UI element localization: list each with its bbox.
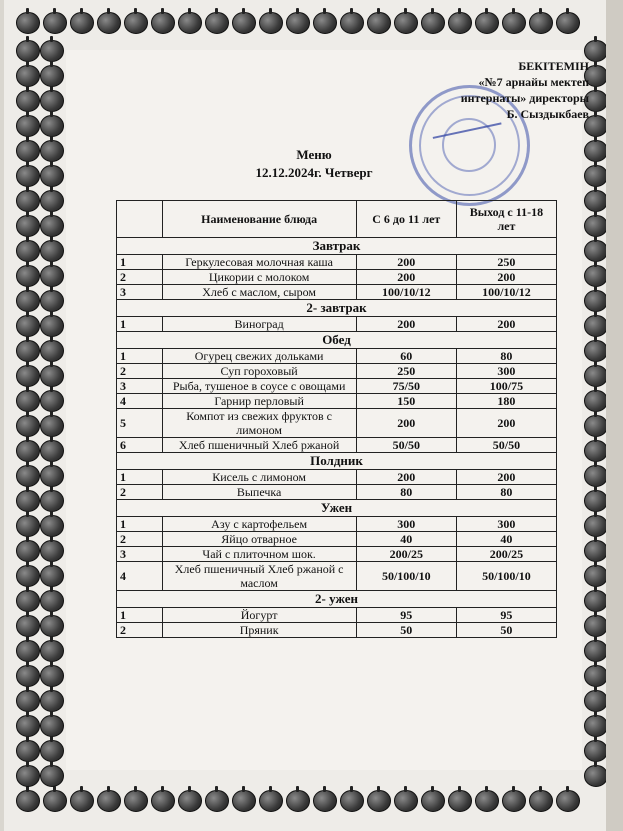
apple-icon <box>40 40 64 62</box>
row-number: 1 <box>117 517 163 532</box>
row-number: 2 <box>117 623 163 638</box>
dish-name: Йогурт <box>162 608 356 623</box>
portion-11-18: 200 <box>456 270 556 285</box>
apple-icon <box>313 12 337 34</box>
background-edge <box>606 0 623 831</box>
apple-icon <box>584 440 608 462</box>
table-row <box>117 349 557 364</box>
portion-6-11: 50 <box>356 623 456 638</box>
apple-icon <box>584 340 608 362</box>
apple-icon <box>16 765 40 787</box>
apple-icon <box>40 90 64 112</box>
portion-11-18: 50 <box>456 623 556 638</box>
table-row <box>117 255 557 270</box>
apple-icon <box>97 12 121 34</box>
apple-icon <box>421 12 445 34</box>
portion-11-18: 100/10/12 <box>456 285 556 300</box>
dish-name: Гарнир перловый <box>162 394 356 409</box>
portion-6-11: 95 <box>356 608 456 623</box>
portion-6-11: 60 <box>356 349 456 364</box>
apple-icon <box>584 490 608 512</box>
apple-icon <box>394 790 418 812</box>
apple-icon <box>584 365 608 387</box>
apple-icon <box>584 265 608 287</box>
menu-date: 12.12.2024г. Четверг <box>255 165 373 180</box>
apple-icon <box>16 415 40 437</box>
header-age-11-18: Выход с 11-18 лет <box>456 201 556 238</box>
row-number: 2 <box>117 485 163 500</box>
apple-icon <box>475 790 499 812</box>
apple-icon <box>584 190 608 212</box>
header-dish: Наименование блюда <box>162 201 356 238</box>
apple-icon <box>40 115 64 137</box>
table-header-row <box>117 201 557 238</box>
dish-name: Выпечка <box>162 485 356 500</box>
apple-icon <box>584 590 608 612</box>
portion-6-11: 50/50 <box>356 438 456 453</box>
table-row <box>117 517 557 532</box>
apple-icon <box>40 690 64 712</box>
apple-icon <box>16 490 40 512</box>
table-row <box>117 547 557 562</box>
portion-11-18: 80 <box>456 485 556 500</box>
dish-name: Кисель с лимоном <box>162 470 356 485</box>
apple-icon <box>556 790 580 812</box>
apple-icon <box>205 790 229 812</box>
row-number: 5 <box>117 409 163 438</box>
approval-line-2: «№7 арнайы мектеп <box>478 75 589 89</box>
apple-icon <box>151 12 175 34</box>
apple-icon <box>584 215 608 237</box>
apple-icon <box>584 565 608 587</box>
dish-name: Виноград <box>162 317 356 332</box>
section-row <box>117 500 557 517</box>
portion-11-18: 300 <box>456 364 556 379</box>
apple-icon <box>40 515 64 537</box>
dish-name: Огурец свежих дольками <box>162 349 356 364</box>
portion-11-18: 200 <box>456 317 556 332</box>
row-number: 6 <box>117 438 163 453</box>
apple-icon <box>43 12 67 34</box>
apple-icon <box>40 565 64 587</box>
row-number: 1 <box>117 349 163 364</box>
header-age-6-11: С 6 до 11 лет <box>356 201 456 238</box>
apple-icon <box>286 12 310 34</box>
apple-icon <box>40 165 64 187</box>
apple-icon <box>40 390 64 412</box>
apple-icon <box>40 590 64 612</box>
apple-icon <box>584 315 608 337</box>
portion-6-11: 200 <box>356 270 456 285</box>
apple-icon <box>124 790 148 812</box>
row-number: 2 <box>117 532 163 547</box>
apple-icon <box>584 390 608 412</box>
row-number: 1 <box>117 317 163 332</box>
apple-icon <box>448 790 472 812</box>
portion-11-18: 250 <box>456 255 556 270</box>
apple-icon <box>16 615 40 637</box>
menu-title: Меню <box>296 147 332 162</box>
apple-icon <box>178 790 202 812</box>
apple-icon <box>584 740 608 762</box>
portion-11-18: 180 <box>456 394 556 409</box>
apple-icon <box>584 415 608 437</box>
apple-icon <box>16 40 40 62</box>
apple-icon <box>40 440 64 462</box>
apple-icon <box>259 790 283 812</box>
row-number: 1 <box>117 608 163 623</box>
apple-icon <box>16 190 40 212</box>
apple-icon <box>584 140 608 162</box>
row-number: 4 <box>117 562 163 591</box>
section-row <box>117 453 557 470</box>
apple-icon <box>16 515 40 537</box>
apple-icon <box>475 12 499 34</box>
apple-icon <box>340 12 364 34</box>
table-row <box>117 285 557 300</box>
apple-icon <box>313 790 337 812</box>
apple-icon <box>40 240 64 262</box>
apple-icon <box>178 12 202 34</box>
portion-6-11: 75/50 <box>356 379 456 394</box>
apple-icon <box>16 290 40 312</box>
apple-icon <box>529 790 553 812</box>
dish-name: Суп гороховый <box>162 364 356 379</box>
apple-icon <box>16 140 40 162</box>
apple-icon <box>367 12 391 34</box>
dish-name: Пряник <box>162 623 356 638</box>
section-row <box>117 300 557 317</box>
apple-icon <box>16 165 40 187</box>
portion-6-11: 40 <box>356 532 456 547</box>
apple-icon <box>16 390 40 412</box>
apple-icon <box>16 12 40 34</box>
table-row <box>117 562 557 591</box>
dish-name: Хлеб пшеничный Хлеб ржаной с маслом <box>162 562 356 591</box>
apple-icon <box>40 640 64 662</box>
dish-name: Рыба, тушеное в соусе с овощами <box>162 379 356 394</box>
apple-icon <box>16 715 40 737</box>
row-number: 1 <box>117 255 163 270</box>
apple-icon <box>367 790 391 812</box>
approval-line-1: БЕКІТЕМІН <box>518 59 589 73</box>
apple-icon <box>16 790 40 812</box>
apple-icon <box>16 465 40 487</box>
apple-icon <box>16 665 40 687</box>
apple-icon <box>40 290 64 312</box>
apple-icon <box>421 790 445 812</box>
portion-11-18: 200 <box>456 409 556 438</box>
menu-table <box>116 200 557 638</box>
apple-icon <box>40 765 64 787</box>
portion-11-18: 40 <box>456 532 556 547</box>
portion-11-18: 50/50 <box>456 438 556 453</box>
approval-block <box>429 58 589 122</box>
table-row <box>117 470 557 485</box>
apple-icon <box>286 790 310 812</box>
apple-icon <box>584 240 608 262</box>
row-number: 2 <box>117 364 163 379</box>
apple-icon <box>16 265 40 287</box>
portion-6-11: 200/25 <box>356 547 456 562</box>
dish-name: Чай с плиточном шок. <box>162 547 356 562</box>
dish-name: Яйцо отварное <box>162 532 356 547</box>
apple-icon <box>40 315 64 337</box>
menu-sheet <box>4 0 610 831</box>
dish-name: Геркулесовая молочная каша <box>162 255 356 270</box>
apple-icon <box>16 340 40 362</box>
apple-icon <box>40 215 64 237</box>
section-row <box>117 332 557 349</box>
apple-icon <box>448 12 472 34</box>
apple-icon <box>16 690 40 712</box>
approval-line-4: Б. Сыздыкбаев <box>506 107 589 121</box>
table-row <box>117 409 557 438</box>
section-title: Ужен <box>117 500 557 517</box>
apple-icon <box>16 215 40 237</box>
apple-icon <box>16 90 40 112</box>
apple-icon <box>205 12 229 34</box>
apple-icon <box>584 640 608 662</box>
apple-icon <box>584 715 608 737</box>
apple-icon <box>16 740 40 762</box>
apple-icon <box>124 12 148 34</box>
portion-6-11: 100/10/12 <box>356 285 456 300</box>
row-number: 3 <box>117 379 163 394</box>
table-row <box>117 623 557 638</box>
apple-icon <box>40 715 64 737</box>
menu-title-block <box>154 146 474 182</box>
apple-icon <box>40 465 64 487</box>
apple-icon <box>151 790 175 812</box>
apple-icon <box>40 615 64 637</box>
apple-icon <box>16 590 40 612</box>
apple-icon <box>584 615 608 637</box>
apple-icon <box>70 12 94 34</box>
apple-icon <box>40 365 64 387</box>
table-row <box>117 485 557 500</box>
portion-6-11: 300 <box>356 517 456 532</box>
apple-icon <box>40 740 64 762</box>
row-number: 1 <box>117 470 163 485</box>
apple-icon <box>16 65 40 87</box>
dish-name: Цикории с молоком <box>162 270 356 285</box>
portion-11-18: 300 <box>456 517 556 532</box>
table-row <box>117 438 557 453</box>
apple-icon <box>43 790 67 812</box>
apple-icon <box>232 12 256 34</box>
header-number <box>117 201 163 238</box>
portion-6-11: 80 <box>356 485 456 500</box>
apple-icon <box>259 12 283 34</box>
apple-icon <box>340 790 364 812</box>
apple-icon <box>16 240 40 262</box>
apple-icon <box>584 290 608 312</box>
apple-icon <box>584 690 608 712</box>
row-number: 3 <box>117 547 163 562</box>
section-row <box>117 238 557 255</box>
portion-6-11: 150 <box>356 394 456 409</box>
apple-icon <box>40 415 64 437</box>
portion-11-18: 50/100/10 <box>456 562 556 591</box>
apple-icon <box>394 12 418 34</box>
portion-11-18: 200 <box>456 470 556 485</box>
table-row <box>117 379 557 394</box>
table-row <box>117 317 557 332</box>
apple-icon <box>16 565 40 587</box>
table-row <box>117 532 557 547</box>
section-title: 2- ужен <box>117 591 557 608</box>
apple-icon <box>502 12 526 34</box>
dish-name: Компот из свежих фруктов с лимоном <box>162 409 356 438</box>
apple-icon <box>584 515 608 537</box>
apple-icon <box>584 465 608 487</box>
table-row <box>117 364 557 379</box>
apple-icon <box>16 640 40 662</box>
table-row <box>117 394 557 409</box>
portion-11-18: 200/25 <box>456 547 556 562</box>
section-title: Полдник <box>117 453 557 470</box>
row-number: 4 <box>117 394 163 409</box>
section-row <box>117 591 557 608</box>
apple-icon <box>232 790 256 812</box>
apple-icon <box>584 765 608 787</box>
row-number: 2 <box>117 270 163 285</box>
apple-icon <box>584 665 608 687</box>
apple-icon <box>502 790 526 812</box>
apple-icon <box>40 140 64 162</box>
dish-name: Хлеб с маслом, сыром <box>162 285 356 300</box>
portion-6-11: 250 <box>356 364 456 379</box>
portion-6-11: 200 <box>356 317 456 332</box>
apple-icon <box>529 12 553 34</box>
apple-icon <box>556 12 580 34</box>
apple-icon <box>40 265 64 287</box>
portion-6-11: 50/100/10 <box>356 562 456 591</box>
portion-11-18: 95 <box>456 608 556 623</box>
apple-icon <box>16 315 40 337</box>
portion-6-11: 200 <box>356 255 456 270</box>
dish-name: Хлеб пшеничный Хлеб ржаной <box>162 438 356 453</box>
apple-icon <box>40 490 64 512</box>
portion-11-18: 80 <box>456 349 556 364</box>
apple-icon <box>40 65 64 87</box>
section-title: Завтрак <box>117 238 557 255</box>
portion-11-18: 100/75 <box>456 379 556 394</box>
table-row <box>117 608 557 623</box>
portion-6-11: 200 <box>356 470 456 485</box>
apple-icon <box>40 540 64 562</box>
row-number: 3 <box>117 285 163 300</box>
table-row <box>117 270 557 285</box>
section-title: 2- завтрак <box>117 300 557 317</box>
apple-icon <box>40 665 64 687</box>
portion-6-11: 200 <box>356 409 456 438</box>
dish-name: Азу с картофельем <box>162 517 356 532</box>
approval-line-3: интернаты» директоры <box>460 91 589 105</box>
apple-icon <box>16 440 40 462</box>
section-title: Обед <box>117 332 557 349</box>
apple-icon <box>16 540 40 562</box>
apple-icon <box>40 340 64 362</box>
apple-icon <box>40 190 64 212</box>
apple-icon <box>584 165 608 187</box>
apple-icon <box>16 115 40 137</box>
apple-icon <box>584 540 608 562</box>
apple-icon <box>16 365 40 387</box>
apple-icon <box>70 790 94 812</box>
apple-icon <box>97 790 121 812</box>
